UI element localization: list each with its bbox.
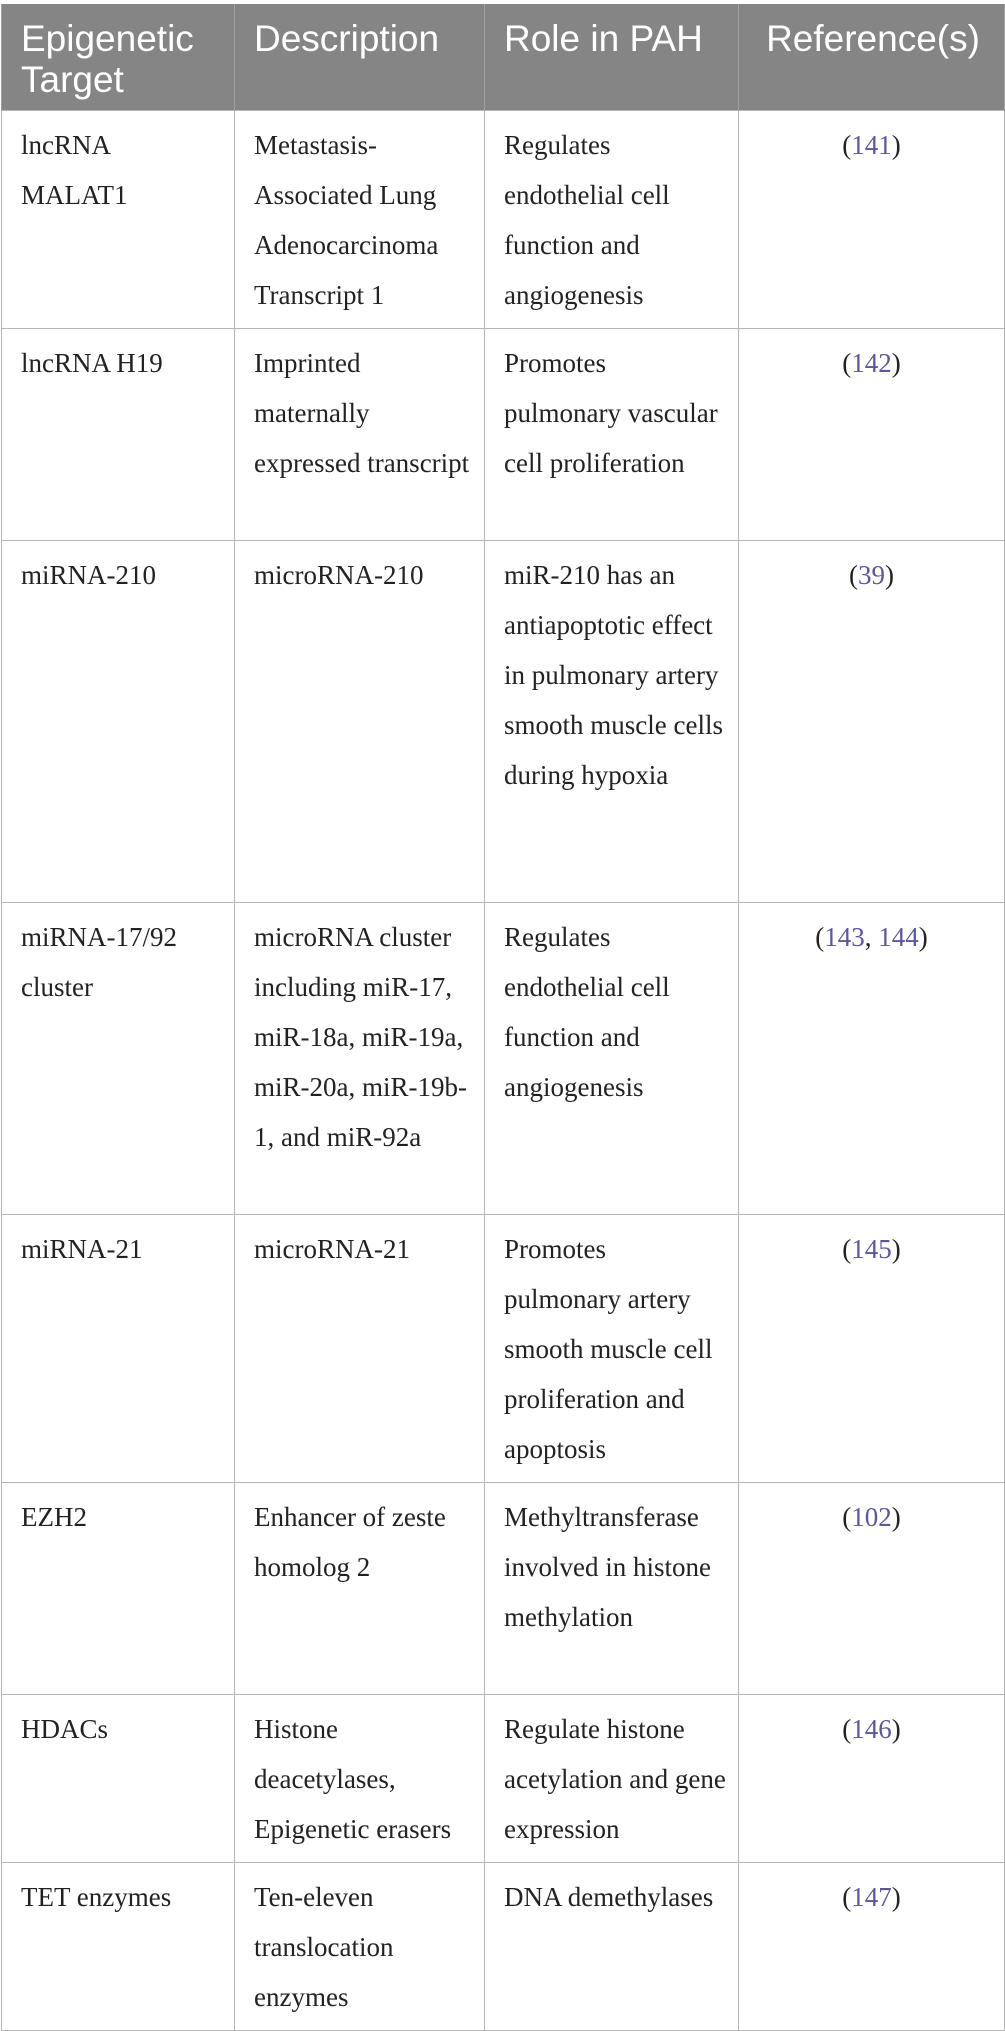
cell-epigenetic-target: miRNA-210 (2, 541, 235, 903)
cell-references: (143, 144) (739, 903, 1005, 1215)
reference-link[interactable]: 143 (824, 922, 865, 952)
header-references: Reference(s) (739, 4, 1005, 111)
reference-link[interactable]: 147 (851, 1882, 892, 1912)
cell-role-in-pah: Regulates endothelial cell function and angiogenesis (485, 111, 739, 329)
reference-link[interactable]: 144 (878, 922, 919, 952)
epigenetic-targets-table (1, 4, 1005, 2031)
table-row (2, 1863, 1005, 2031)
cell-role-in-pah: DNA demethylases (485, 1863, 739, 2031)
cell-references: (39) (739, 541, 1005, 903)
cell-role-in-pah: Regulate histone acetylation and gene expression (485, 1695, 739, 1863)
cell-role-in-pah: Promotes pulmonary vascular cell proliferation (485, 329, 739, 541)
table-row (2, 541, 1005, 903)
header-epigenetic-target: Epigenetic Target (2, 4, 235, 111)
reference-link[interactable]: 39 (858, 560, 885, 590)
cell-role-in-pah: Methyltransferase involved in histone methylation (485, 1483, 739, 1695)
cell-references: (145) (739, 1215, 1005, 1483)
cell-role-in-pah: Promotes pulmonary artery smooth muscle cell proliferation and apoptosis (485, 1215, 739, 1483)
cell-epigenetic-target: TET enzymes (2, 1863, 235, 2031)
cell-epigenetic-target: miRNA-21 (2, 1215, 235, 1483)
cell-epigenetic-target: HDACs (2, 1695, 235, 1863)
cell-epigenetic-target: lncRNA MALAT1 (2, 111, 235, 329)
header-row (2, 4, 1005, 111)
cell-description: Enhancer of zeste homolog 2 (235, 1483, 485, 1695)
cell-epigenetic-target: EZH2 (2, 1483, 235, 1695)
header-description: Description (235, 4, 485, 111)
cell-description: Imprinted maternally expressed transcript (235, 329, 485, 541)
cell-references: (102) (739, 1483, 1005, 1695)
reference-link[interactable]: 142 (851, 348, 892, 378)
cell-references: (146) (739, 1695, 1005, 1863)
header-role-in-pah: Role in PAH (485, 4, 739, 111)
table-row (2, 1695, 1005, 1863)
cell-references: (147) (739, 1863, 1005, 2031)
reference-link[interactable]: 146 (851, 1714, 892, 1744)
reference-link[interactable]: 145 (851, 1234, 892, 1264)
cell-role-in-pah: miR-210 has an antiapoptotic effect in pulmonary artery smooth muscle cells during hypoxia (485, 541, 739, 903)
table-row (2, 1215, 1005, 1483)
cell-role-in-pah: Regulates endothelial cell function and angiogenesis (485, 903, 739, 1215)
cell-description: microRNA-21 (235, 1215, 485, 1483)
table-row (2, 903, 1005, 1215)
cell-description: microRNA cluster including miR-17, miR-18a, miR-19a, miR-20a, miR-19b-1, and miR-92a (235, 903, 485, 1215)
table-row (2, 1483, 1005, 1695)
reference-link[interactable]: 102 (851, 1502, 892, 1532)
table-row (2, 329, 1005, 541)
table-header (2, 4, 1005, 111)
cell-description: Ten-eleven translocation enzymes (235, 1863, 485, 2031)
cell-references: (142) (739, 329, 1005, 541)
cell-description: Histone deacetylases, Epigenetic erasers (235, 1695, 485, 1863)
table-body (2, 111, 1005, 2031)
cell-description: microRNA-210 (235, 541, 485, 903)
cell-epigenetic-target: lncRNA H19 (2, 329, 235, 541)
cell-description: Metastasis-Associated Lung Adenocarcinoma Transcript 1 (235, 111, 485, 329)
table-row (2, 111, 1005, 329)
epigenetic-targets-table-container (0, 4, 1005, 2031)
cell-references: (141) (739, 111, 1005, 329)
reference-link[interactable]: 141 (851, 130, 892, 160)
cell-epigenetic-target: miRNA-17/92 cluster (2, 903, 235, 1215)
